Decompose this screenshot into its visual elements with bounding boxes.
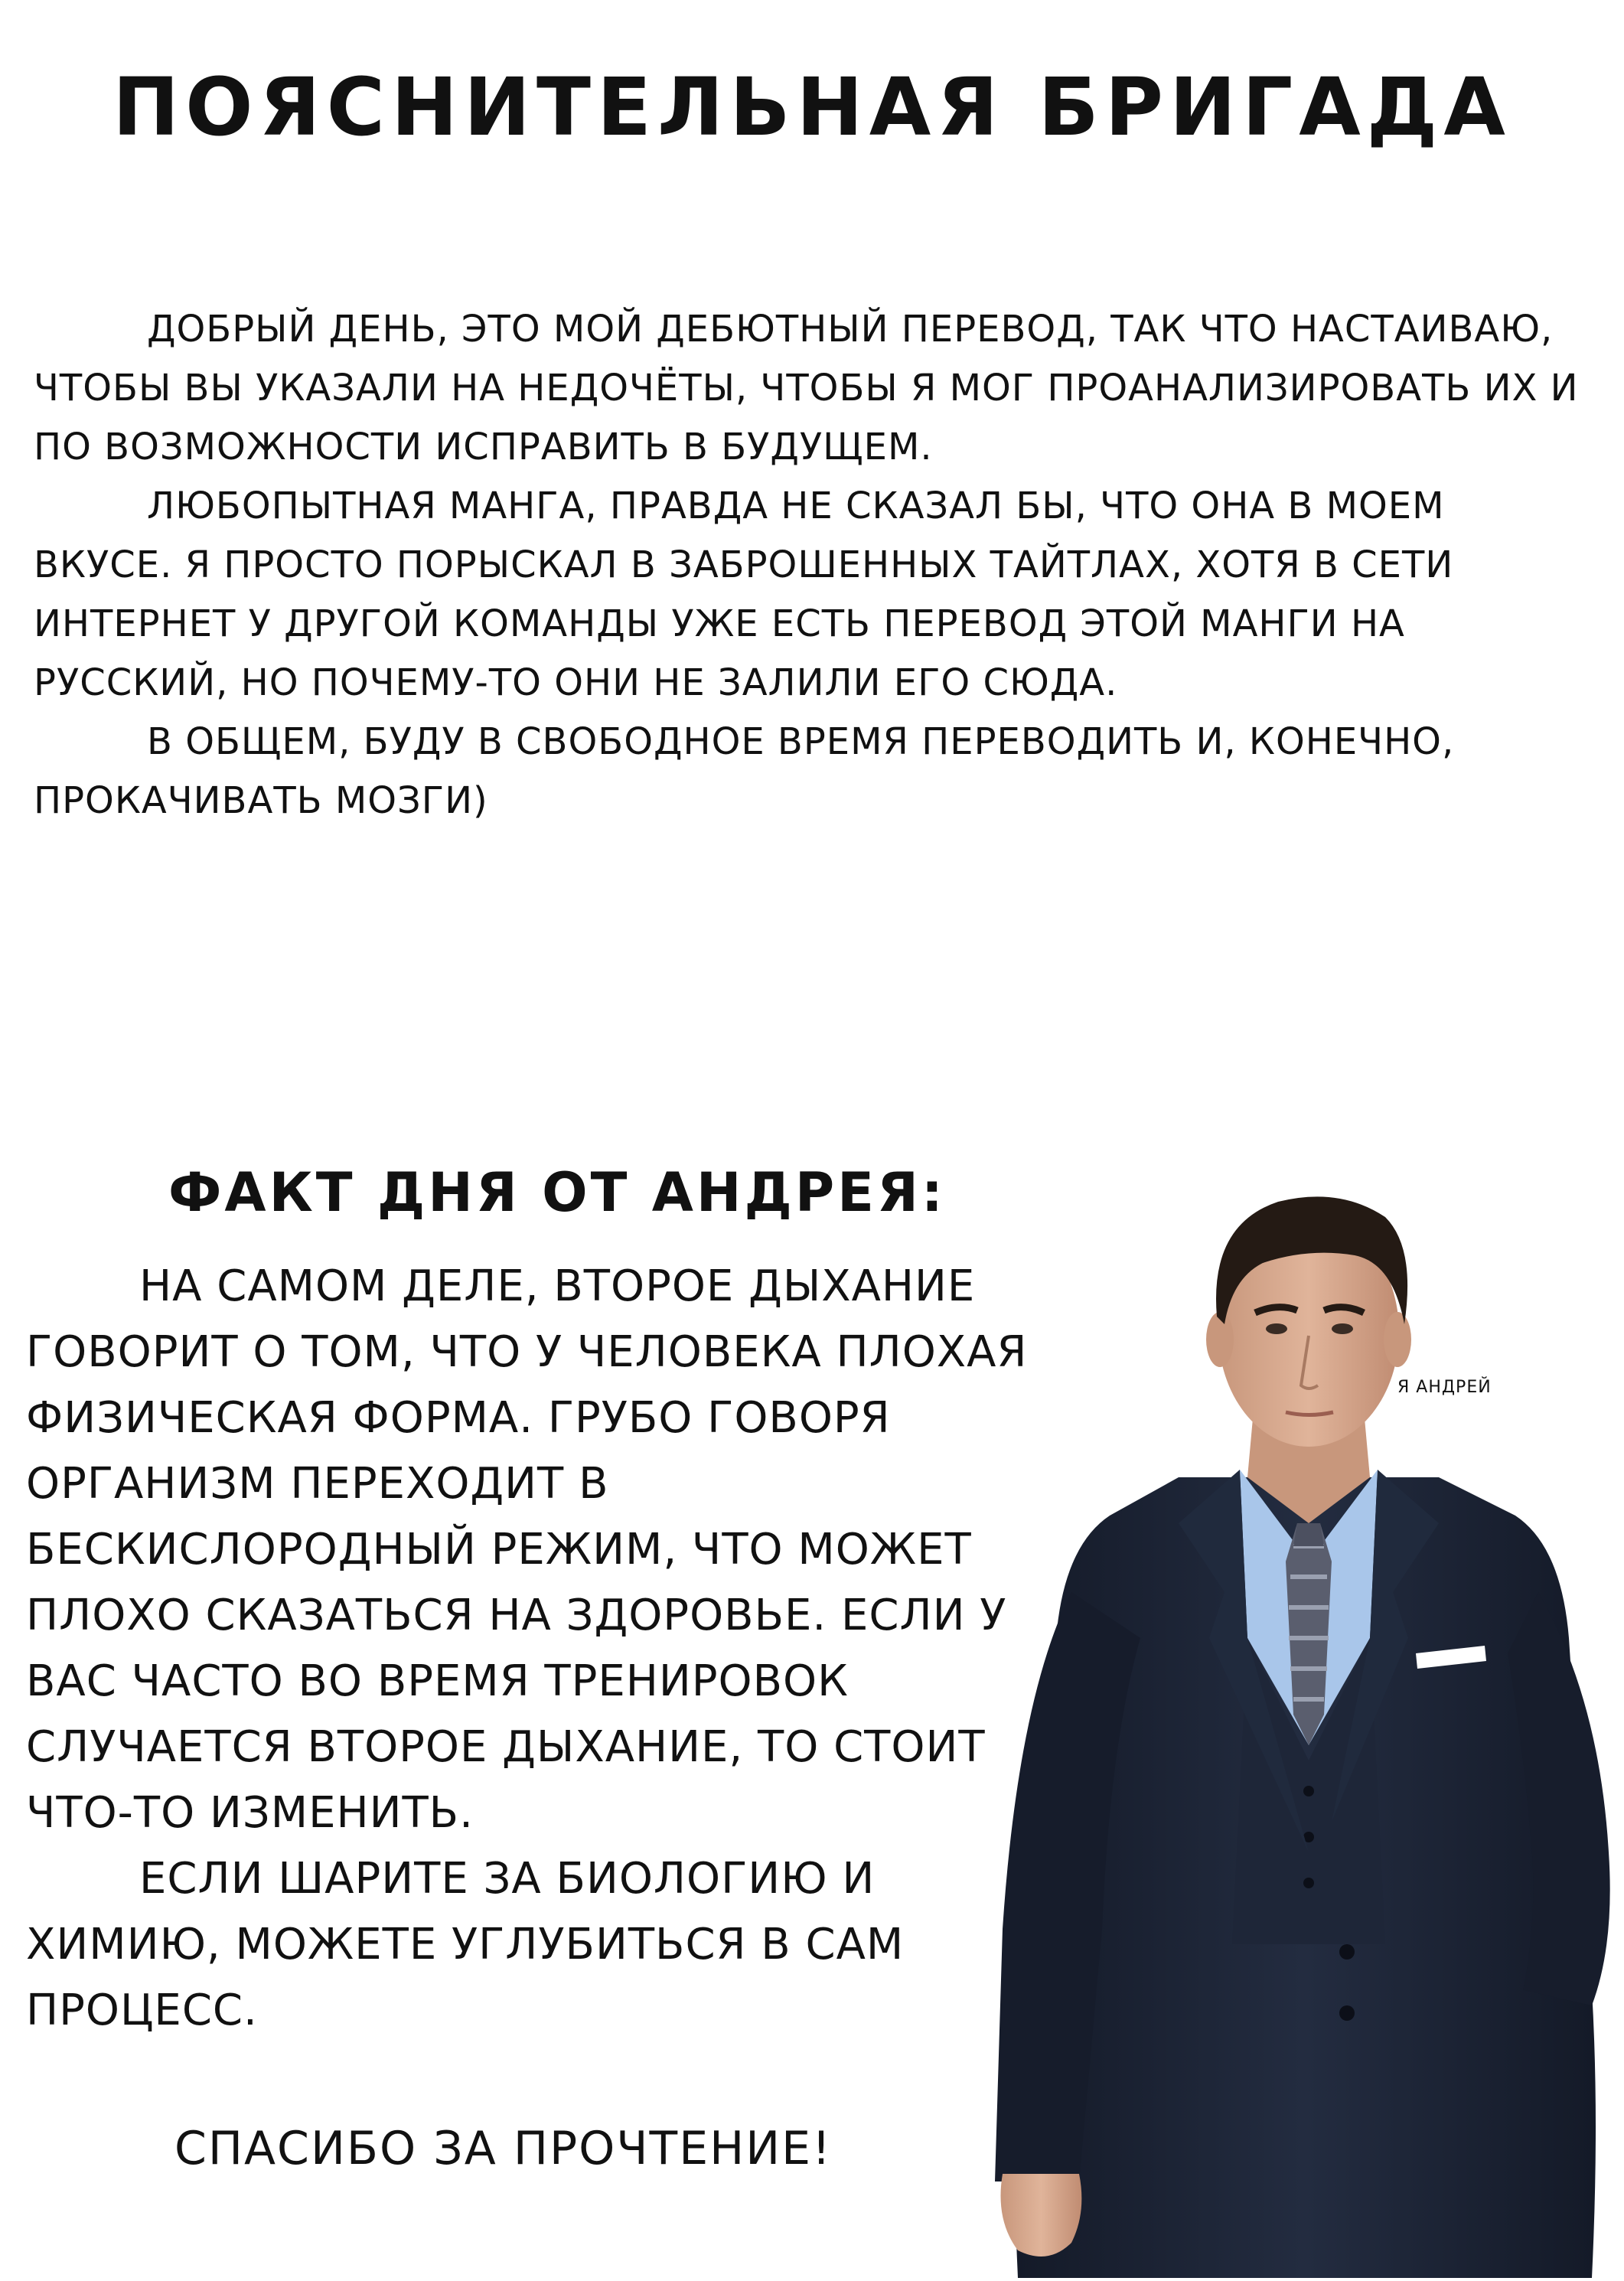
portrait-caption: Я АНДРЕЙ [1397,1378,1492,1397]
fact-text [26,1254,1044,2044]
intro-paragraph: ЛЮБОПЫТНАЯ МАНГА, ПРАВДА НЕ СКАЗАЛ БЫ, ЧТО ОНА В МОЕМ ВКУСЕ. Я ПРОСТО ПОРЫСКАЛ В ЗАБРОШЕННЫХ ТАЙТЛАХ, ХОТЯ В СЕТИ ИНТЕРНЕТ У ДРУГОЙ КОМАНДЫ УЖЕ ЕСТЬ ПЕРЕВОД ЭТОЙ МАНГИ НА РУССКИЙ, НО ПОЧЕМУ-ТО ОНИ НЕ ЗАЛИЛИ ЕГО СЮДА. [34,485,1454,704]
fact-heading: ФАКТ ДНЯ ОТ АНДРЕЯ: [168,1161,946,1224]
fact-paragraph: ЕСЛИ ШАРИТЕ ЗА БИОЛОГИЮ И ХИМИЮ, МОЖЕТЕ УГЛУБИТЬСЯ В САМ ПРОЦЕСС. [26,1854,905,2035]
fact-paragraph: НА САМОМ ДЕЛЕ, ВТОРОЕ ДЫХАНИЕ ГОВОРИТ О ТОМ, ЧТО У ЧЕЛОВЕКА ПЛОХАЯ ФИЗИЧЕСКАЯ ФОРМА. ГРУБО ГОВОРЯ ОРГАНИЗМ ПЕРЕХОДИТ В БЕСКИСЛОРОДНЫЙ РЕЖИМ, ЧТО МОЖЕТ ПЛОХО СКАЗАТЬСЯ НА ЗДОРОВЬЕ. ЕСЛИ У ВАС ЧАСТО ВО ВРЕМЯ ТРЕНИРОВОК СЛУЧАЕТСЯ ВТОРОЕ ДЫХАНИЕ, ТО СТОИТ ЧТО-ТО ИЗМЕНИТЬ. [26,1261,1028,1838]
man-in-suit-photo [987,1163,1624,2278]
intro-text [34,300,1595,830]
intro-paragraph: В ОБЩЕМ, БУДУ В СВОБОДНОЕ ВРЕМЯ ПЕРЕВОДИТЬ И, КОНЕЧНО, ПРОКАЧИВАТЬ МОЗГИ) [34,720,1455,822]
intro-paragraph: ДОБРЫЙ ДЕНЬ, ЭТО МОЙ ДЕБЮТНЫЙ ПЕРЕВОД, ТАК ЧТО НАСТАИВАЮ, ЧТОБЫ ВЫ УКАЗАЛИ НА НЕДОЧЁТЫ, ЧТОБЫ Я МОГ ПРОАНАЛИЗИРОВАТЬ ИХ И ПО ВОЗМОЖНОСТИ ИСПРАВИТЬ В БУДУЩЕМ. [34,308,1579,468]
page-title: ПОЯСНИТЕЛЬНАЯ БРИГАДА [113,60,1511,154]
thanks-text: СПАСИБО ЗА ПРОЧТЕНИЕ! [174,2122,833,2175]
